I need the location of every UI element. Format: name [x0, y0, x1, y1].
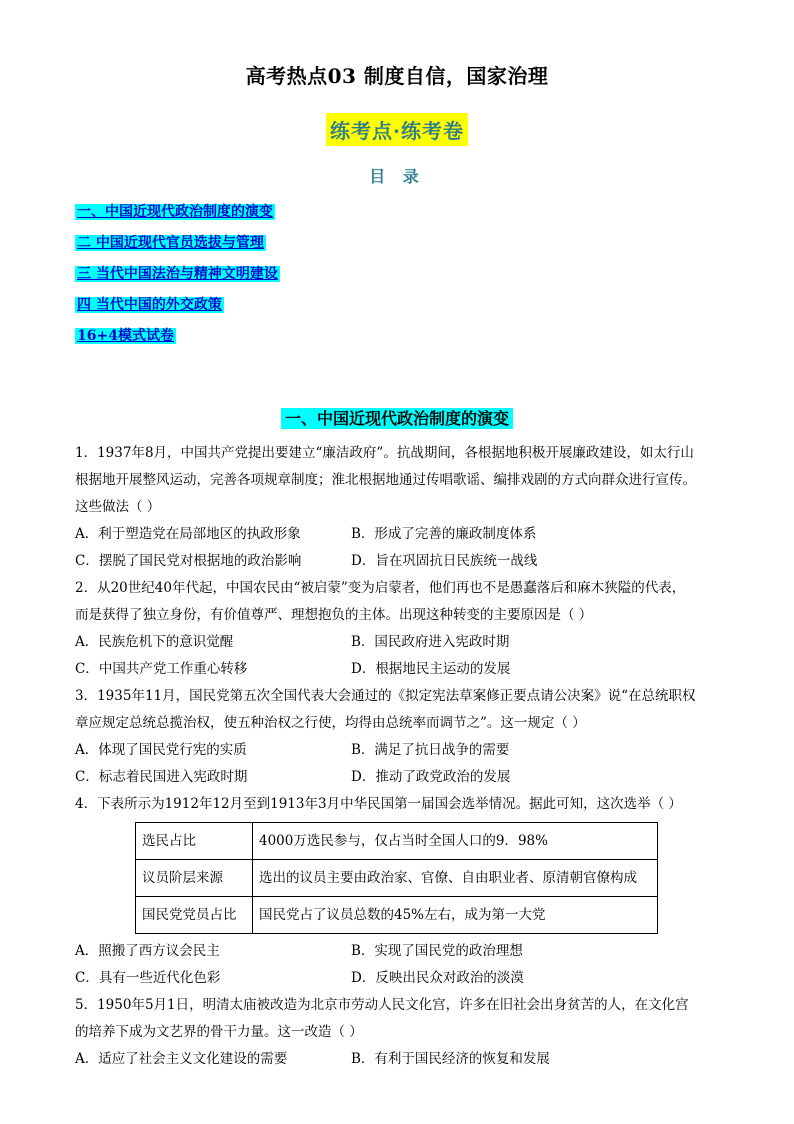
option-c: C．标志着民国进入宪政时期: [75, 769, 248, 785]
question-list: [75, 440, 725, 1073]
question-stem-line: 而是获得了独立身份，有价值尊严、理想抱负的主体。出现这种转变的主要原因是（ ）: [75, 607, 593, 623]
page-title: 高考热点03 制度自信，国家治理: [245, 64, 549, 88]
question-stem-line: 5．1950年5月1日，明清太庙被改造为北京市劳动人民文化宫，许多在旧社会出身贫苦的人，在文化宫: [75, 997, 689, 1013]
option-d: D．反映出民众对政治的淡漠: [351, 970, 524, 986]
toc-heading: 目 录: [369, 167, 425, 186]
options: [75, 938, 725, 992]
question-stem-line: 1．1937年8月，中国共产党提出要建立“廉洁政府”。抗战期间，各根据地积极开展廉政建设，如太行山: [75, 445, 694, 461]
option-b: B．实现了国民党的政治理想: [351, 943, 523, 959]
question-1: [75, 440, 725, 575]
option-a: A．民族危机下的意识觉醒: [75, 634, 234, 650]
option-b: B．形成了完善的廉政制度体系: [351, 526, 537, 542]
page-subtitle: 练考点·练考卷: [326, 113, 468, 146]
toc-link-3[interactable]: [75, 262, 280, 284]
toc-link-label: 三 当代中国法治与精神文明建设: [77, 266, 278, 282]
table-cell-value: 4000万选民参与，仅占当时全国人口的9．98%: [253, 823, 658, 860]
table-cell-value: 选出的议员主要由政治家、官僚、自由职业者、原清朝官僚构成: [253, 860, 658, 897]
option-a: A．利于塑造党在局部地区的执政形象: [75, 526, 301, 542]
option-b: B．国民政府进入宪政时期: [351, 634, 510, 650]
option-d: D．根据地民主运动的发展: [351, 661, 511, 677]
question-stem-line: 根据地开展整风运动，完善各项规章制度；淮北根据地通过传唱歌谣、编排戏剧的方式向群众进行宣传。: [75, 472, 696, 488]
subtitle-wrap: [0, 113, 794, 146]
options: [75, 1046, 725, 1073]
toc-link-label: 二 中国近现代官员选拔与管理: [77, 235, 264, 251]
election-table: [135, 822, 658, 934]
table-row: [136, 860, 658, 897]
options: [75, 629, 725, 683]
option-a: A．适应了社会主义文化建设的需要: [75, 1051, 288, 1067]
question-stem-line: 4．下表所示为1912年12月至到1913年3月中华民国第一届国会选举情况。据此可知，这次选举（ ）: [75, 796, 682, 812]
question-2: [75, 575, 725, 683]
option-b: B．有利于国民经济的恢复和发展: [351, 1051, 550, 1067]
question-3: [75, 683, 725, 791]
table-of-contents: [75, 200, 280, 355]
option-c: C．摆脱了国民党对根据地的政治影响: [75, 553, 302, 569]
table-row: [136, 897, 658, 934]
question-stem-line: 2．从20世纪40年代起，中国农民由“被启蒙”变为启蒙者，他们再也不是愚蠢落后和麻木狭隘的代表，: [75, 580, 686, 596]
option-d: D．旨在巩固抗日民族统一战线: [351, 553, 538, 569]
toc-link-label: 16+4模式试卷: [77, 328, 174, 344]
table-cell-key: 选民占比: [136, 823, 253, 860]
toc-link-label: 四 当代中国的外交政策: [77, 297, 222, 313]
toc-link-1[interactable]: [75, 200, 280, 222]
option-d: D．推动了政党政治的发展: [351, 769, 511, 785]
option-a: A．体现了国民党行宪的实质: [75, 742, 247, 758]
table-row: [136, 823, 658, 860]
question-stem-line: 的培养下成为文艺界的骨干力量。这一改造（ ）: [75, 1024, 363, 1040]
table-cell-key: 国民党党员占比: [136, 897, 253, 934]
question-stem-line: 这些做法（ ）: [75, 499, 161, 515]
option-b: B．满足了抗日战争的需要: [351, 742, 510, 758]
toc-link-5[interactable]: [75, 324, 280, 346]
question-stem-line: 章应规定总统总揽治权，使五种治权之行使，均得由总统率而调节之”。这一规定（ ）: [75, 715, 586, 731]
toc-link-4[interactable]: [75, 293, 280, 315]
table-cell-key: 议员阶层来源: [136, 860, 253, 897]
toc-link-2[interactable]: [75, 231, 280, 253]
question-5: [75, 992, 725, 1073]
option-c: C．具有一些近代化色彩: [75, 970, 221, 986]
option-c: C．中国共产党工作重心转移: [75, 661, 248, 677]
options: [75, 521, 725, 575]
toc-link-label: 一、中国近现代政治制度的演变: [77, 204, 273, 220]
table-cell-value: 国民党占了议员总数的45%左右，成为第一大党: [253, 897, 658, 934]
options: [75, 737, 725, 791]
option-a: A．照搬了西方议会民主: [75, 943, 220, 959]
section-heading: 一、中国近现代政治制度的演变: [0, 406, 794, 429]
question-stem-line: 3．1935年11月，国民党第五次全国代表大会通过的《拟定宪法草案修正要点请公决案》说“在总统职权: [75, 688, 696, 704]
question-4: [75, 791, 725, 992]
